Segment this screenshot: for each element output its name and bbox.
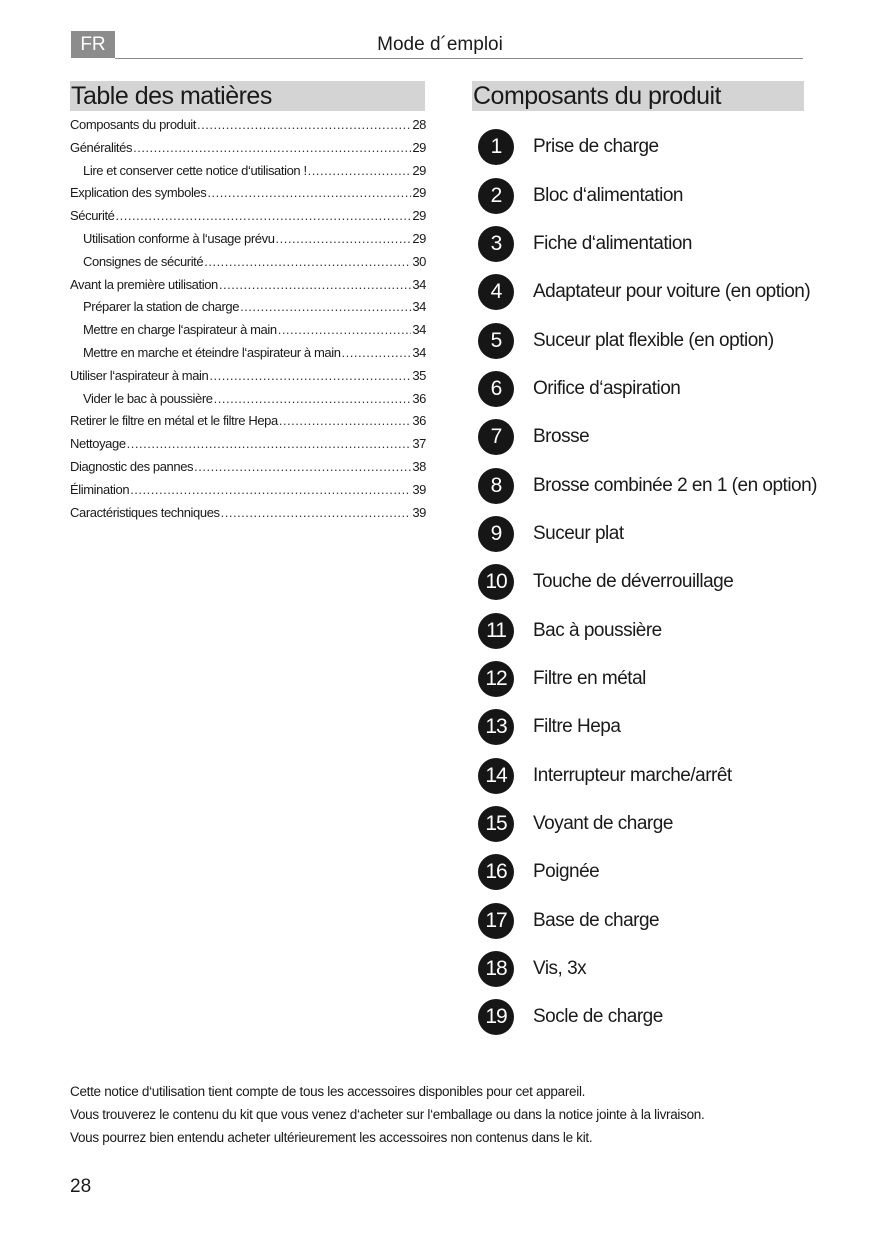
toc-leader-dots xyxy=(204,254,411,269)
toc-entry[interactable] xyxy=(70,345,426,368)
toc-entry-page: 37 xyxy=(412,436,426,452)
toc-leader-dots xyxy=(130,482,411,497)
toc-entry-page: 38 xyxy=(412,458,426,474)
component-item xyxy=(478,751,817,799)
toc-entry[interactable] xyxy=(70,231,426,254)
toc-entry[interactable] xyxy=(70,505,426,528)
toc-leader-dots xyxy=(219,277,411,292)
page-number: 28 xyxy=(70,1176,92,1197)
component-number-badge: 11 xyxy=(478,613,514,649)
component-label: Filtre Hepa xyxy=(533,716,621,738)
component-number-badge: 19 xyxy=(478,999,514,1035)
note-line: Vous pourrez bien entendu acheter ultérieurement les accessoires non contenus dans le kit. xyxy=(70,1130,593,1145)
toc-entry[interactable] xyxy=(70,163,426,186)
toc-entry-label: Généralités xyxy=(70,139,133,155)
toc-entry-label: Consignes de sécurité xyxy=(83,253,204,269)
toc-entry-label: Caractéristiques techniques xyxy=(70,504,220,520)
toc-entry[interactable] xyxy=(70,413,426,436)
toc-entry-label: Retirer le filtre en métal et le filtre Hepa xyxy=(70,413,278,429)
toc-leader-dots xyxy=(207,185,411,200)
component-label: Adaptateur pour voiture (en option) xyxy=(533,281,811,303)
toc-entry[interactable] xyxy=(70,368,426,391)
toc-entry-page: 34 xyxy=(412,344,426,360)
toc-entry-page: 29 xyxy=(412,230,426,246)
toc-leader-dots xyxy=(127,436,412,451)
toc-entry-label: Vider le bac à poussière xyxy=(83,390,213,406)
component-number-badge: 2 xyxy=(478,178,514,214)
toc-entry-page: 34 xyxy=(412,276,426,292)
component-label: Interrupteur marche/arrêt xyxy=(533,764,732,786)
component-item xyxy=(478,123,817,171)
toc-entry-page: 34 xyxy=(412,322,426,338)
toc-entry[interactable] xyxy=(70,391,426,414)
component-label: Base de charge xyxy=(533,909,660,931)
toc-entry-page: 36 xyxy=(412,390,426,406)
component-item xyxy=(478,800,817,848)
toc-entry-label: Sécurité xyxy=(70,208,115,224)
toc-leader-dots xyxy=(279,413,412,428)
component-item xyxy=(478,461,817,509)
component-item xyxy=(478,220,817,268)
component-item xyxy=(478,268,817,316)
toc-entry-page: 28 xyxy=(412,117,426,132)
toc-entry-label: Mettre en marche et éteindre l‘aspirateur à main xyxy=(83,344,341,360)
toc-entry[interactable] xyxy=(70,117,426,140)
component-number-badge: 7 xyxy=(478,419,514,455)
component-number-badge: 13 xyxy=(478,709,514,745)
component-number-badge: 9 xyxy=(478,516,514,552)
toc-entry-label: Avant la première utilisation xyxy=(70,276,218,292)
component-item xyxy=(478,365,817,413)
toc-leader-dots xyxy=(116,208,412,223)
component-label: Suceur plat flexible (en option) xyxy=(533,329,774,351)
component-label: Prise de charge xyxy=(533,136,659,158)
component-number-badge: 4 xyxy=(478,274,514,310)
toc-entry[interactable] xyxy=(70,277,426,300)
language-badge: FR xyxy=(71,31,115,58)
toc-entry[interactable] xyxy=(70,140,426,163)
component-item xyxy=(478,171,817,219)
component-item xyxy=(478,655,817,703)
component-number-badge: 5 xyxy=(478,323,514,359)
component-item xyxy=(478,848,817,896)
component-label: Fiche d‘alimentation xyxy=(533,232,692,254)
toc-entry-label: Diagnostic des pannes xyxy=(70,458,194,474)
toc-entry[interactable] xyxy=(70,254,426,277)
toc-entry[interactable] xyxy=(70,459,426,482)
toc-entry[interactable] xyxy=(70,185,426,208)
toc-entry-page: 34 xyxy=(412,299,426,315)
toc-entry-page: 29 xyxy=(412,185,426,201)
toc-leader-dots xyxy=(276,231,412,246)
component-number-badge: 14 xyxy=(478,758,514,794)
toc-entry-label: Utiliser l‘aspirateur à main xyxy=(70,367,209,383)
toc-leader-dots xyxy=(308,163,412,178)
component-label: Touche de déverrouillage xyxy=(533,571,734,593)
toc-leader-dots xyxy=(221,505,412,520)
toc-entry-label: Nettoyage xyxy=(70,436,126,452)
toc-entry-page: 29 xyxy=(412,162,426,178)
header-title: Mode d´emploi xyxy=(377,34,503,55)
component-label: Brosse xyxy=(533,426,590,448)
component-label: Bloc d‘alimentation xyxy=(533,184,683,206)
component-label: Brosse combinée 2 en 1 (en option) xyxy=(533,474,818,496)
note-line: Cette notice d‘utilisation tient compte de tous les accessoires disponibles pour cet appareil. xyxy=(70,1084,586,1099)
component-label: Bac à poussière xyxy=(533,619,662,641)
toc-heading: Table des matières xyxy=(70,81,425,111)
toc-leader-dots xyxy=(194,459,411,474)
toc-entry-label: Élimination xyxy=(70,481,130,497)
component-number-badge: 8 xyxy=(478,468,514,504)
component-number-badge: 3 xyxy=(478,226,514,262)
component-label: Filtre en métal xyxy=(533,667,646,689)
component-item xyxy=(478,413,817,461)
toc-entry-page: 39 xyxy=(412,504,426,520)
toc-entry-page: 30 xyxy=(412,253,426,269)
header-divider xyxy=(115,58,803,59)
component-item xyxy=(478,703,817,751)
components-list xyxy=(478,123,817,1042)
component-number-badge: 6 xyxy=(478,371,514,407)
component-number-badge: 18 xyxy=(478,951,514,987)
toc-leader-dots xyxy=(214,391,412,406)
component-number-badge: 1 xyxy=(478,129,514,165)
toc-leader-dots xyxy=(342,345,412,360)
toc-leader-dots xyxy=(209,368,411,383)
component-item xyxy=(478,510,817,558)
toc-leader-dots xyxy=(197,117,411,132)
component-label: Poignée xyxy=(533,861,600,883)
toc-entry-label: Composants du produit xyxy=(70,117,197,132)
component-label: Orifice d‘aspiration xyxy=(533,377,681,399)
component-item xyxy=(478,945,817,993)
accessories-note xyxy=(70,1080,800,1149)
toc-entry[interactable] xyxy=(70,436,426,459)
component-number-badge: 12 xyxy=(478,661,514,697)
toc-entry-page: 36 xyxy=(412,413,426,429)
component-label: Voyant de charge xyxy=(533,812,673,834)
component-item xyxy=(478,558,817,606)
components-heading: Composants du produit xyxy=(472,81,804,111)
toc-entry-page: 29 xyxy=(412,208,426,224)
toc-leader-dots xyxy=(278,322,412,337)
component-number-badge: 15 xyxy=(478,806,514,842)
toc-entry-label: Lire et conserver cette notice d‘utilisation ! xyxy=(83,162,307,178)
toc-entry[interactable] xyxy=(70,208,426,231)
toc-entry-page: 29 xyxy=(412,139,426,155)
toc-entry[interactable] xyxy=(70,482,426,505)
component-item xyxy=(478,993,817,1041)
toc-entry[interactable] xyxy=(70,299,426,322)
component-number-badge: 10 xyxy=(478,564,514,600)
toc-entry-page: 39 xyxy=(412,481,426,497)
table-of-contents xyxy=(70,117,426,527)
toc-leader-dots xyxy=(240,299,411,314)
component-item xyxy=(478,897,817,945)
toc-entry-label: Explication des symboles xyxy=(70,185,207,201)
component-label: Socle de charge xyxy=(533,1006,663,1028)
component-number-badge: 16 xyxy=(478,854,514,890)
toc-entry-page: 35 xyxy=(412,367,426,383)
component-item xyxy=(478,606,817,654)
toc-entry-label: Utilisation conforme à l‘usage prévu xyxy=(83,230,275,246)
note-line: Vous trouverez le contenu du kit que vous venez d‘acheter sur l‘emballage ou dans la notice jointe à la livraison. xyxy=(70,1107,705,1122)
component-number-badge: 17 xyxy=(478,903,514,939)
toc-entry-label: Mettre en charge l‘aspirateur à main xyxy=(83,322,277,338)
toc-leader-dots xyxy=(133,140,411,155)
toc-entry-label: Préparer la station de charge xyxy=(83,299,240,315)
component-label: Vis, 3x xyxy=(533,958,587,980)
toc-entry[interactable] xyxy=(70,322,426,345)
component-label: Suceur plat xyxy=(533,522,624,544)
component-item xyxy=(478,316,817,364)
